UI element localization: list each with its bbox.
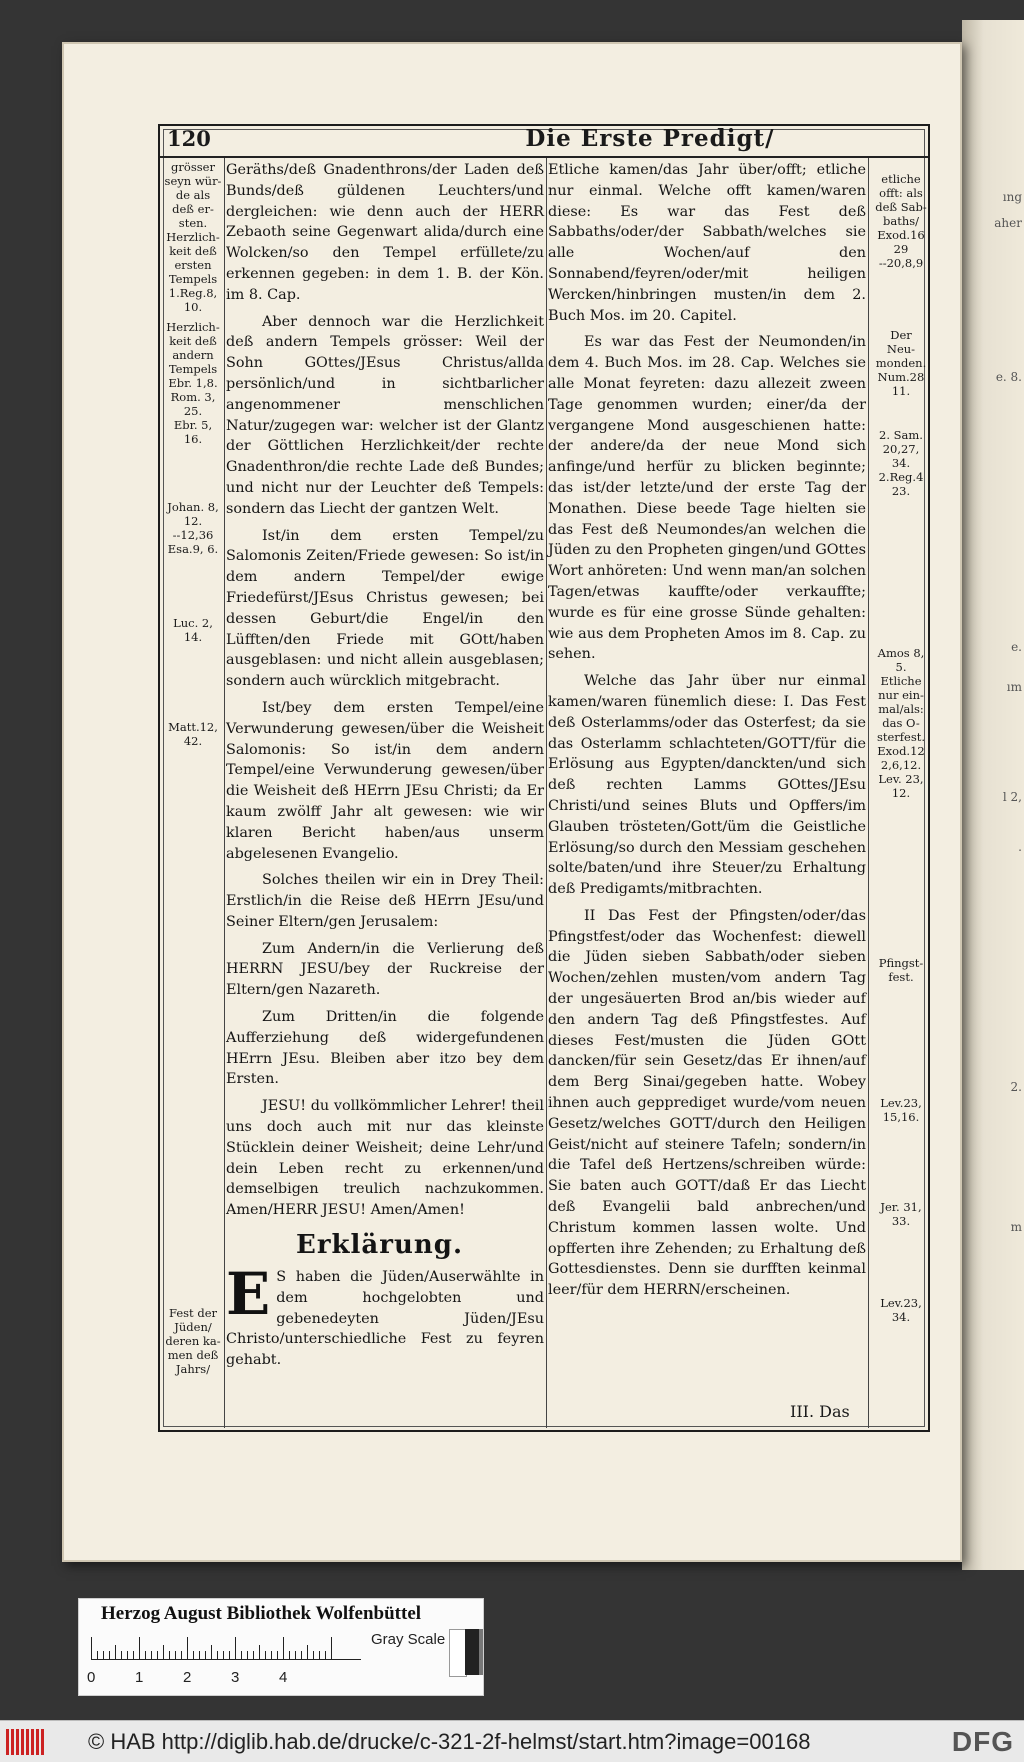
decorated-initial: E [226,1260,271,1329]
ruler-tick [97,1651,98,1659]
margin-note-left: Fest der Jüden/ deren ka- men deß Jahrs/ [165,1306,221,1376]
ruler-tick [109,1651,110,1659]
section-heading: Erklärung. [296,1230,463,1261]
header-rule [160,156,928,158]
ruler-tick [253,1651,254,1659]
ruler-tick [259,1645,260,1659]
ruler-tick [325,1651,326,1659]
ruler-number: 0 [87,1669,96,1686]
paragraph: Zum Andern/in die Verlierung deß HERRN JESU/bey der Ruckreise der Eltern/gen Nazareth. [226,940,544,999]
ruler-tick [271,1651,272,1659]
ruler-number: 2 [183,1669,192,1686]
ruler-tick [205,1651,206,1659]
margin-note-left: Johan. 8, 12. --12,36 Esa.9, 6. [167,500,219,556]
hab-logo-icon [6,1729,46,1755]
dfg-logo: DFG [951,1726,1014,1757]
margin-note-left: Matt.12, 42. [168,720,218,748]
ruler-tick [199,1651,200,1659]
catchword: III. Das [790,1402,850,1421]
ruler-tick [175,1651,176,1659]
margin-note-right: Der Neu- monden. Num.28 11. [875,328,927,398]
ruler-tick [211,1645,212,1659]
column-rule [546,158,547,1428]
margin-note-right: Amos 8, 5. Etliche nur ein- mal/als: das O- sterfest. Exod.12 2,6,12. Lev. 23, 12. [876,646,926,800]
margin-rule-left [224,158,225,1428]
ruler-tick [169,1651,170,1659]
gray-scale-label: Gray Scale [371,1631,446,1648]
ruler-tick [115,1645,116,1659]
gray-swatch [479,1629,483,1675]
ruler-tick [241,1651,242,1659]
ruler-tick [145,1651,146,1659]
fold-fragment: l 2, [1002,790,1022,804]
ruler-tick [121,1651,122,1659]
fold-fragment: ıng [1002,190,1022,204]
facing-page-edge [962,20,1024,1570]
ruler-tick [319,1651,320,1659]
paragraph: II Das Fest der Pfingsten/oder/das Pfingstfest/oder das Wochenfest: diewell die Jüden sieben Sabbath/oder sieben Wochen/zehlen musten/vom andern Tag der ungesäuerten Brod an/bis wieder auf den andern Tag deß Pfingstfestes. Auf dieses Fest/musten die Jüden GOtt dancken/für sein Gesetz/das Er ihnen/auf dem Berg Sinai/gegeben hatte. Wobey ihnen auch gepprediget wurde/vom neuen Gesetz/welches GOTT/durch den Heiligen Geist/nicht auf steinere Tafeln; sondern/in die Tafel deß Hertzens/schreiben würde: Sie baten auch GOTT/daß Er das Liecht deß Evangelii bald anbrechen/und Christum kommen lassen wolte. Und opfferten ihre Zehenden; zu Erhaltung deß Gottesdienstes. Denn sie durfften keinmal leer/für dem HERRN/erscheinen. [548,907,866,1299]
prayer-paragraph: JESU! du vollkömmlicher Lehrer! theil uns doch auch mit nur das kleinste Stücklein deiner Weisheit; deine Lehr/und dein Leben recht zu erkennen/und demselbigen treulich nachzukommen. Amen/HERR JESU! Amen/Amen! [226,1098,544,1219]
left-column [226,160,544,1377]
paragraph-with-initial [226,1260,544,1371]
margin-note-right: etliche offt: als deß Sab- baths/ Exod.16 29 --20,8,9 [875,172,927,270]
margin-note-right: Lev.23, 34. [880,1296,922,1324]
margin-note-right: Jer. 31, 33. [880,1200,922,1228]
ruler-tick [157,1651,158,1659]
paragraph: Ist/bey dem ersten Tempel/eine Verwunderung gewesen/über die Weisheit Salomonis: So ist/in dem andern Tempel/eine Verwunderung gewesen/über die Weisheit deß HErrn JEsu Christi; da Er kaum zwölff Jahr alt gewesen: wie wir klaren Bericht haben/aus unserm abgelesenen Evangelio. [226,699,544,862]
ruler-tick [181,1651,182,1659]
paragraph: Solches theilen wir ein in Drey Theil: Erstlich/in die Reise deß HErrn JEsu/und Seiner Eltern/gen Jerusalem: [226,872,544,930]
margin-rule-right [868,158,869,1428]
ruler-tick [217,1651,218,1659]
ruler-tick [103,1651,104,1659]
fold-fragment: m [1010,1220,1022,1234]
paragraph: Etliche kamen/das Jahr über/offt; etliche nur einmal. Welche offt kamen/waren diese: Es war das Fest deß Sabbaths/oder/der Sabbath/welches sie alle Wochen/auf den Sonnabend/feyren/oder/mit heiligen Wercken/hinbringen musten/in dem 2. Buch Mos. im 20. Capitel. [548,162,866,324]
paragraph: Es war das Fest der Neumonden/in dem 4. Buch Mos. im 28. Cap. Welches sie alle Monat feyreten: dazu allezeit zween Tage genommen wurden; einer/da der vergangene Mond ausgeschienen hatte: der andere/da der neue Mond sich anfinge/und herfür zu blicken beginnte; das ist/der letzte/und der erste Tag der Monathen. Diese beede Tage hielten sie das Fest deß Neumondes/an welchen die Jüden zu den Propheten gingen/und GOttes Wort anhöreten: Und wenn man/an solchen Tagen/etwas kauffte/oder verkauffte; wurde es für eine grosse Sünde gehalten: wie aus dem Propheten Amos im 8. Cap. zu sehen. [548,334,866,663]
ruler-tick [289,1651,290,1659]
ruler-tick [187,1637,188,1659]
ruler-tick [223,1651,224,1659]
running-head: Die Erste Predigt/ [525,125,775,152]
ruler-tick [127,1651,128,1659]
ruler-tick [163,1645,164,1659]
ruler-tick [313,1651,314,1659]
paragraph: Welche das Jahr über nur einmal kamen/waren fünemlich diese: I. Das Fest deß Osterlamms/oder das Osterfest; da sie das Osterlamm schlachteten/GOTT/für die Erlösung aus Egypten/danckten/und sich deß rechten Lamms GOttes/JEsu Christi/und seines Bluts und Opffers/im Glauben trösteten/Gott/üm die Geistliche Erlösung/so durch den Messiam geschehen solte/baten/und ihre Steuer/zu Erhaltung deß Predigamts/mitbrachten. [548,673,866,898]
fold-fragment: 2. [1010,1080,1022,1094]
gray-scale-calibration-card [78,1598,484,1696]
ruler-tick [283,1637,284,1659]
ruler-tick [247,1651,248,1659]
ruler-number: 3 [231,1669,240,1686]
fold-fragment: aher [994,216,1022,230]
ruler-tick [229,1651,230,1659]
black-swatch [465,1629,479,1675]
margin-note-right: Lev.23, 15,16. [880,1096,922,1124]
margin-note-left: Luc. 2, 14. [173,616,213,644]
fold-fragment: e. [1011,640,1022,654]
paragraph: Geräths/deß Gnadenthrons/der Laden deß Bunds/deß güldenen Leuchters/und dergleichen: wie denn auch der HERR Zebaoth seine Gegenwart alida/durch eine Wolcken/so den Tempel erfüllete/zu erkennen gegeben: in dem 1. B. der Kön. im 8. Cap. [226,162,544,303]
fold-fragment: . [1018,840,1022,854]
ruler-tick [235,1637,236,1659]
institution-name: Herzog August Bibliothek Wolfenbüttel [101,1603,422,1624]
ruler [91,1637,361,1659]
ruler-tick [133,1651,134,1659]
margin-note-right: Pfingst- fest. [878,956,924,984]
paragraph: Zum Dritten/in die folgende Aufferziehung deß widergefundenen HErrn JEsu. Bleiben aber itzo bey dem Ersten. [226,1009,544,1088]
ruler-number: 1 [135,1669,144,1686]
margin-note-left: Herzlich- keit deß andern Tempels Ebr. 1,8. Rom. 3, 25. Ebr. 5, 16. [166,320,220,446]
footer-copyright-link[interactable]: © HAB http://diglib.hab.de/drucke/c-321-2f-helmst/start.htm?image=00168 [88,1729,811,1754]
ruler-baseline [91,1659,361,1660]
ruler-tick [193,1651,194,1659]
ruler-tick [307,1645,308,1659]
page-number: 120 [167,126,211,151]
ruler-tick [139,1637,140,1659]
margin-note-left: grösser seyn wür- de als deß er- sten. Herzlich- keit deß ersten Tempels 1.Reg.8, 10. [164,160,222,314]
fold-fragment: e. 8. [995,370,1022,384]
ruler-tick [265,1651,266,1659]
footer-bar [0,1720,1024,1762]
ruler-tick [331,1637,332,1659]
margin-note-right: 2. Sam. 20,27, 34. 2.Reg.4 23. [878,428,924,498]
ruler-number: 4 [279,1669,288,1686]
ruler-tick [277,1651,278,1659]
paragraph: Aber dennoch war die Herzlichkeit deß andern Tempels grösser: Weil der Sohn GOttes/JEsus Christus/allda persönlich/und in sichtbarlicher angenommener menschlichen Natur/zugegen war: welcher ist der Glantz der Göttlichen Herzlichkeit/der rechte Gnadenthron/die rechte Lade deß Bundes; und nicht nur der Leuchter deß Tempels: sondern das Liecht der gantzen Welt. [226,313,544,517]
ruler-tick [91,1637,92,1659]
paragraph-text: S haben die Jüden/Auserwählte in dem hochgelobten und gebenedeyten Jüden/JEsu Christo/unterschiedliche Fest zu feyren gehabt. [226,1269,544,1369]
ruler-tick [301,1651,302,1659]
ruler-tick [295,1651,296,1659]
fold-fragment: ım [1006,680,1022,694]
ruler-tick [151,1651,152,1659]
paragraph: Ist/in dem ersten Tempel/zu Salomonis Zeiten/Friede gewesen: So ist/in dem andern Tempel/der ewige Friedefürst/JEsus Christus gewesen; bei dessen Geburt/die Engel/in den Lüfften/den Friede mit GOtt/haben ausgeblasen: und nicht allein ausgeblasen; sondern auch würcklich mitgebracht. [226,527,544,690]
right-column [548,160,866,1307]
